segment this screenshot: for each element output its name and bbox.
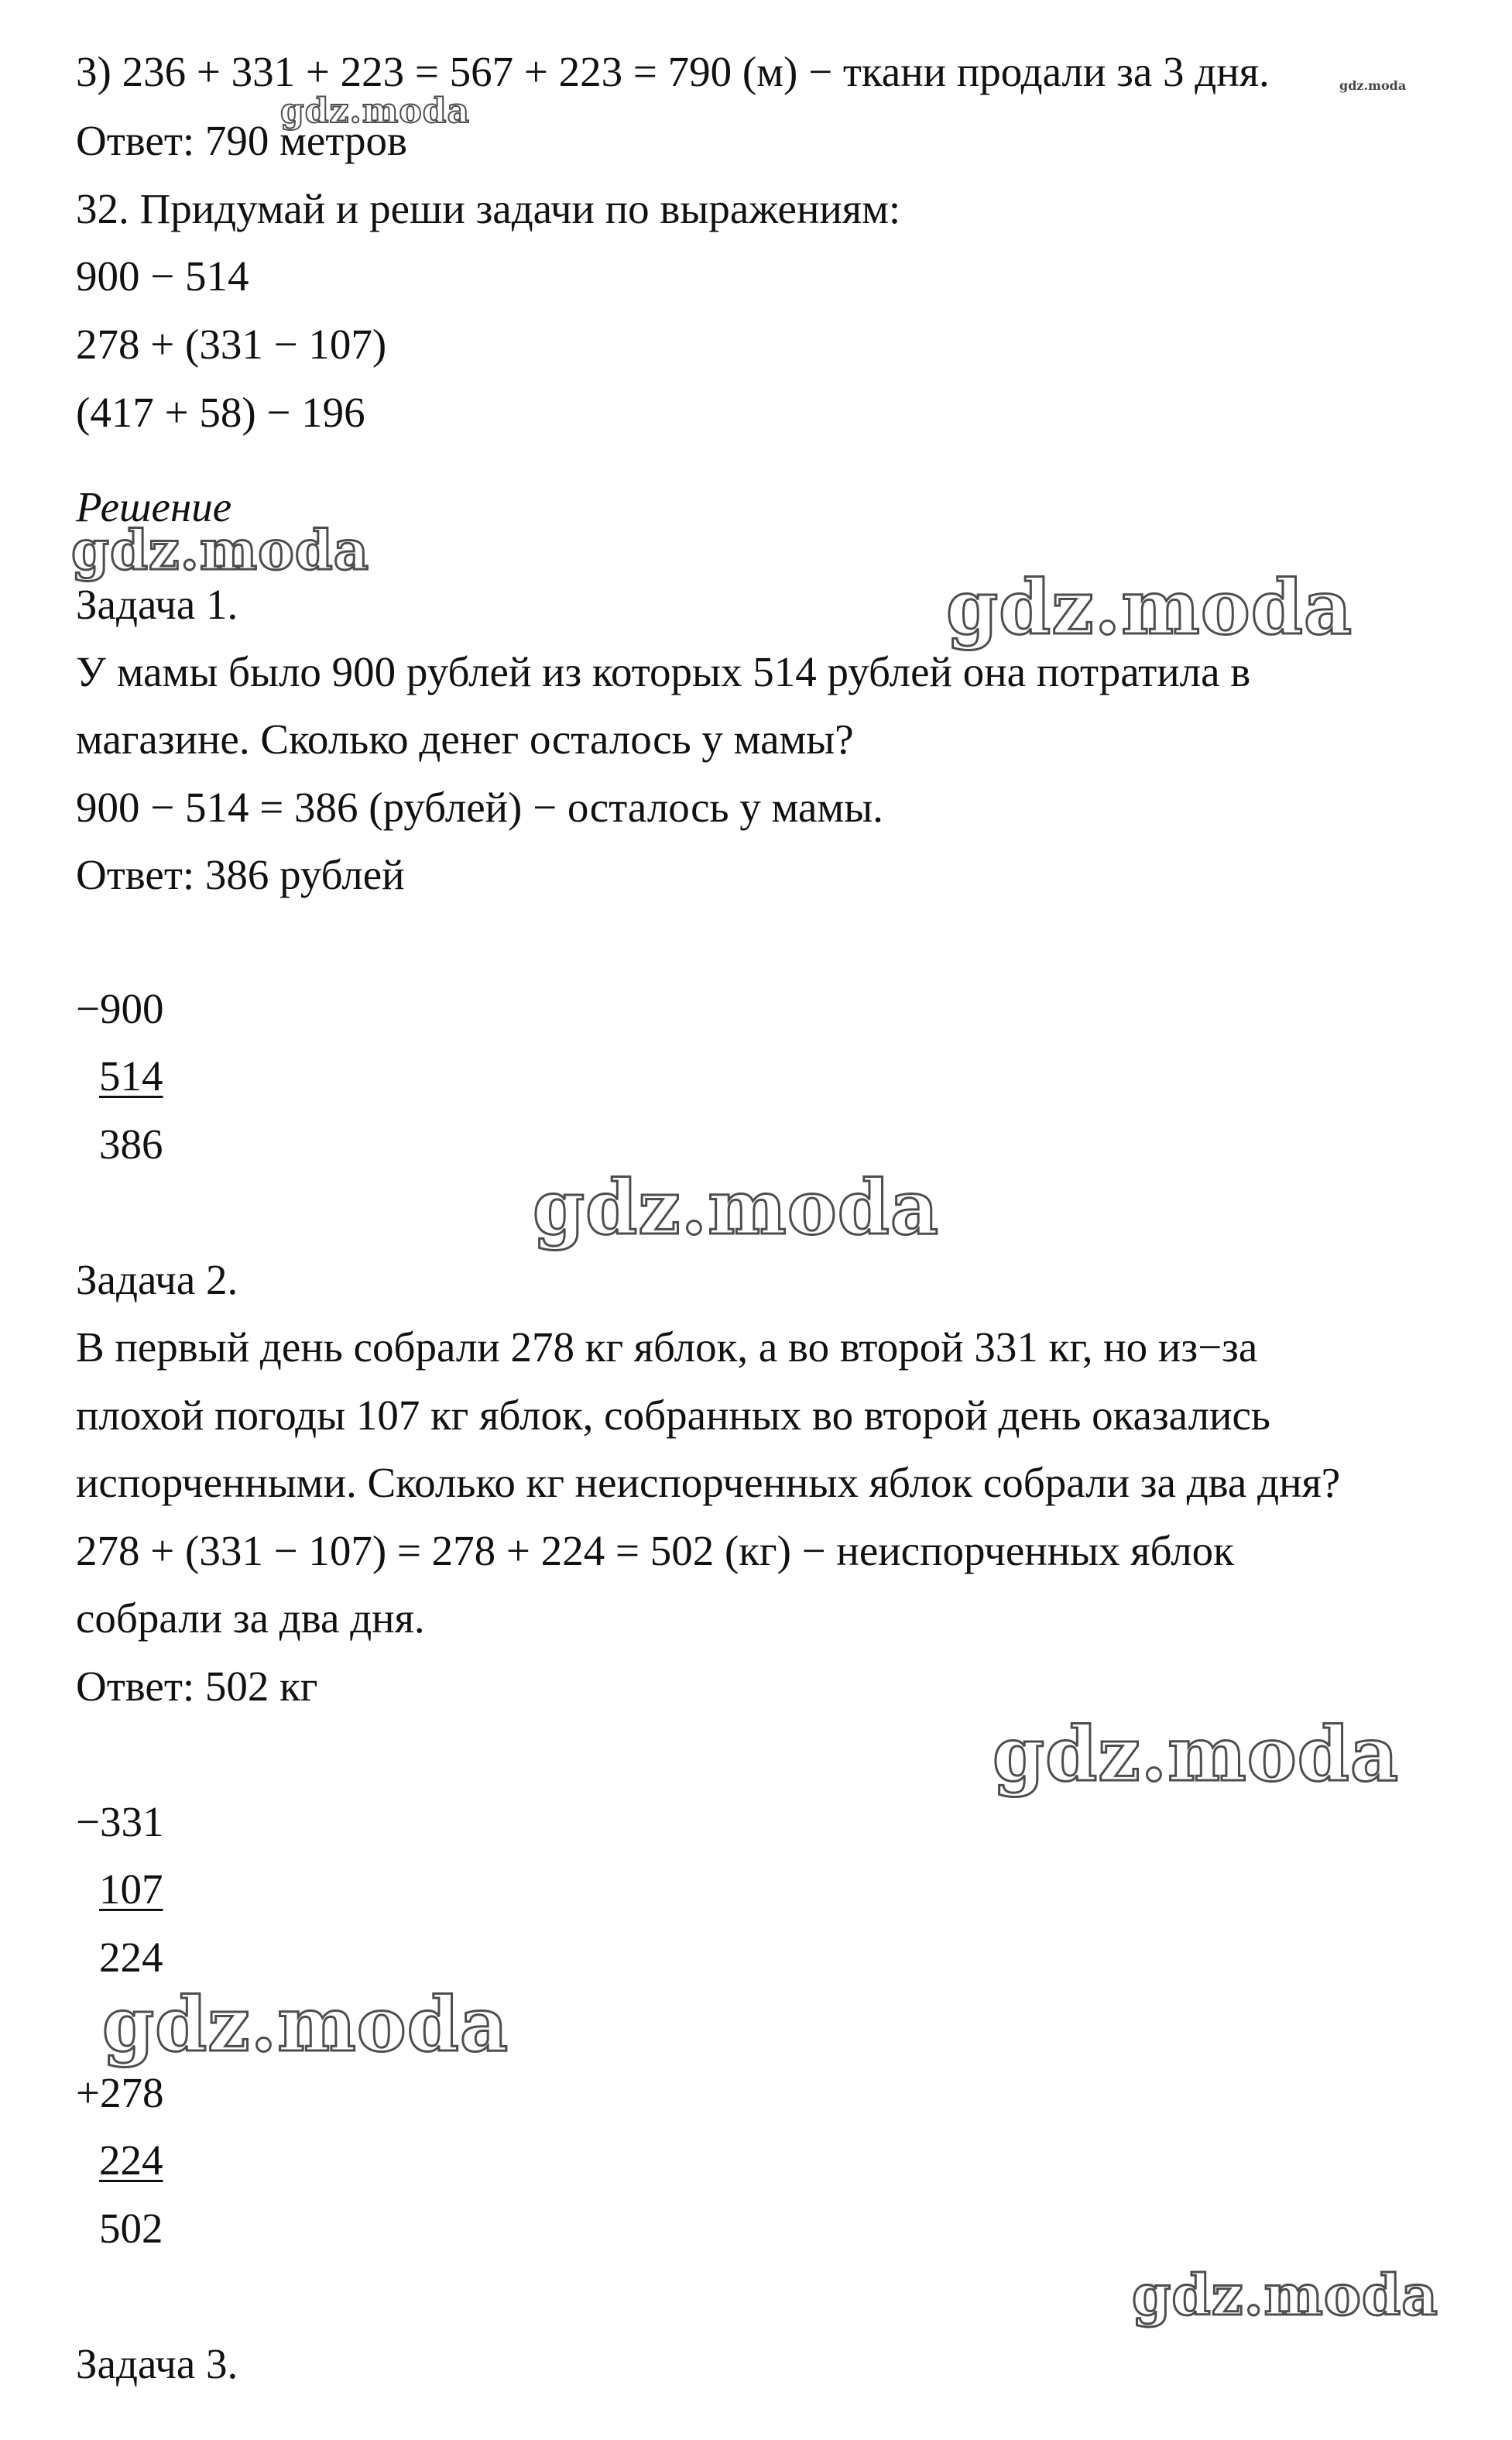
expression-line: 278 + (331 − 107) (76, 321, 387, 368)
watermark: gdz.moda (993, 1711, 1400, 1798)
answer-line: Ответ: 386 рублей (76, 851, 405, 898)
column-calc-line: 107 (99, 1865, 163, 1913)
equation-line: 278 + (331 − 107) = 278 + 224 = 502 (кг) − неиспорченных яблок (76, 1527, 1234, 1574)
column-calc-line: −900 (76, 985, 164, 1032)
watermark: gdz.moda (1339, 78, 1407, 93)
watermark: gdz.moda (533, 1164, 940, 1251)
solution-heading: Решение (76, 483, 232, 530)
watermark: gdz.moda (71, 518, 370, 582)
watermark: gdz.moda (946, 564, 1353, 651)
column-calc-line: −331 (76, 1798, 164, 1845)
column-calc-line: 224 (99, 2136, 163, 2184)
equation-line: 900 − 514 = 386 (рублей) − осталось у мамы. (76, 784, 883, 831)
column-calc-result: 502 (99, 2205, 163, 2252)
answer-line: Ответ: 502 кг (76, 1663, 318, 1710)
expression-line: 900 − 514 (76, 252, 249, 300)
task-heading: Задача 1. (76, 581, 238, 628)
text-line: плохой погоды 107 кг яблок, собранных во второй день оказались (76, 1392, 1270, 1439)
exercise-heading: 32. Придумай и реши задачи по выражениям: (76, 185, 901, 232)
text-line: испорченными. Сколько кг неиспорченных яблок собрали за два дня? (76, 1459, 1341, 1506)
answer-line: Ответ: 790 метров (76, 117, 408, 164)
text-line: 3) 236 + 331 + 223 = 567 + 223 = 790 (м) − ткани продали за 3 дня. (76, 48, 1270, 95)
task-heading: Задача 2. (76, 1256, 238, 1303)
expression-line: (417 + 58) − 196 (76, 389, 365, 436)
text-line: собрали за два дня. (76, 1594, 425, 1642)
text-line: У мамы было 900 рублей из которых 514 рублей она потратила в (76, 648, 1251, 695)
watermark: gdz.moda (102, 1981, 509, 2068)
column-calc-result: 386 (99, 1120, 163, 1168)
watermark: gdz.moda (280, 91, 471, 131)
text-line: магазине. Сколько денег осталось у мамы? (76, 716, 854, 763)
column-calc-result: 224 (99, 1934, 163, 1981)
task-heading: Задача 3. (76, 2340, 238, 2387)
column-calc-line: +278 (76, 2069, 164, 2116)
watermark: gdz.moda (1132, 2262, 1438, 2328)
column-calc-line: 514 (99, 1052, 163, 1100)
text-line: В первый день собрали 278 кг яблок, а во второй 331 кг, но из−за (76, 1323, 1258, 1371)
